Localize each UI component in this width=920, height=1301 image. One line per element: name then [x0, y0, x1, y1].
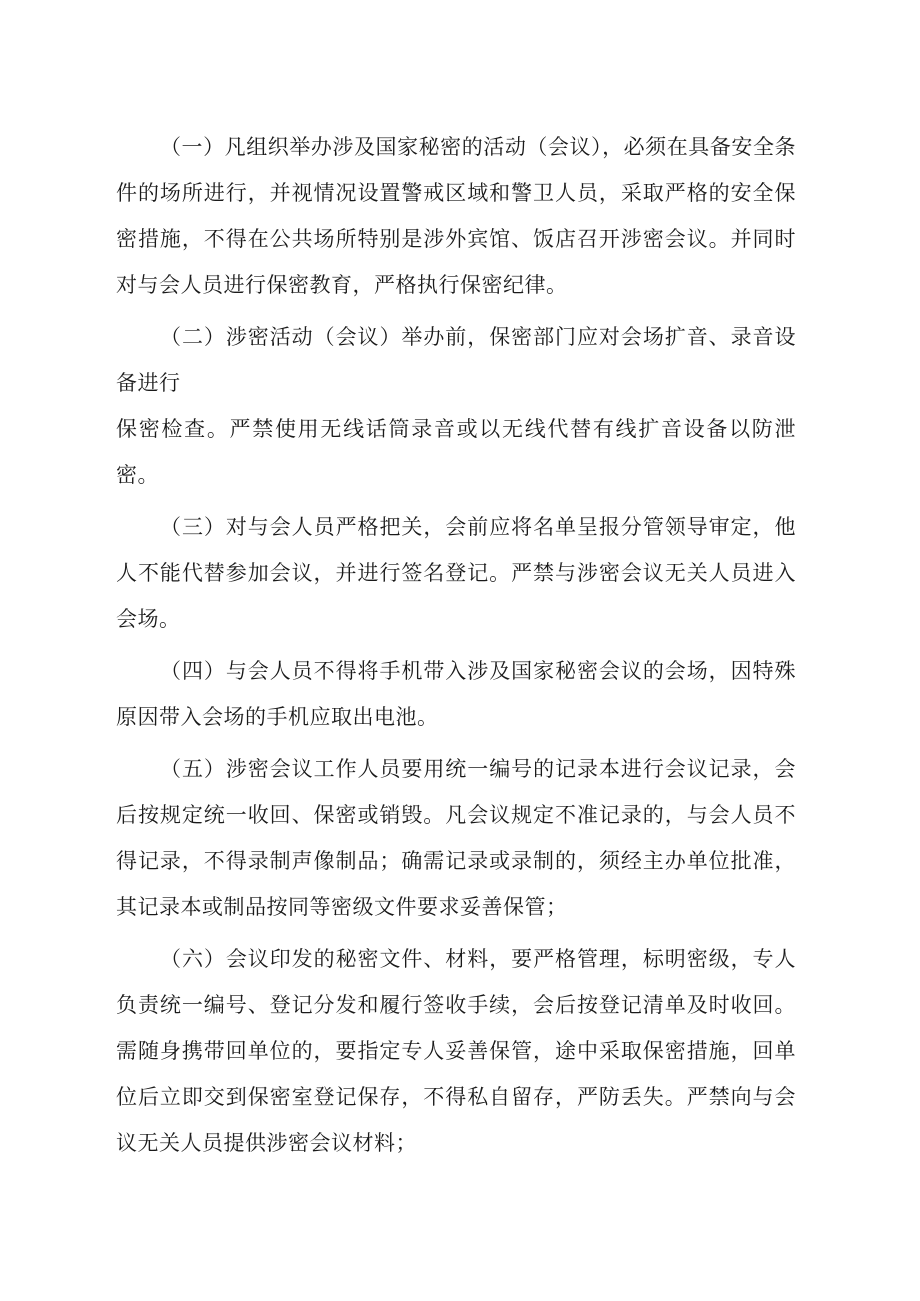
paragraph-6: （六）会议印发的秘密文件、材料，要严格管理，标明密级，专人负责统一编号、登记分发和履行签收手续，会后按登记清单及时收回。需随身携带回单位的，要指定专人妥善保管，途中采取保密措施，回单位后立即交到保密室登记保存，不得私自留存，严防丢失。严禁向与会议无关人员提供涉密会议材料； [116, 947, 796, 1155]
paragraph-2: （二）涉密活动（会议）举办前，保密部门应对会场扩音、录音设备进行 [116, 325, 796, 395]
document-body [116, 124, 796, 1172]
paragraph-3: （三）对与会人员严格把关，会前应将名单呈报分管领导审定，他人不能代替参加会议，并进行签名登记。严禁与涉密会议无关人员进入会场。 [116, 515, 796, 631]
paragraph-2-continued: 保密检查。严禁使用无线话筒录音或以无线代替有线扩音设备以防泄密。 [116, 417, 796, 487]
paragraph-5: （五）涉密会议工作人员要用统一编号的记录本进行会议记录，会后按规定统一收回、保密或销毁。凡会议规定不准记录的，与会人员不得记录，不得录制声像制品；确需记录或录制的，须经主办单位批准，其记录本或制品按同等密级文件要求妥善保管； [116, 757, 796, 919]
paragraph-1: （一）凡组织举办涉及国家秘密的活动（会议），必须在具备安全条件的场所进行，并视情况设置警戒区域和警卫人员，采取严格的安全保密措施，不得在公共场所特别是涉外宾馆、饭店召开涉密会议。并同时对与会人员进行保密教育，严格执行保密纪律。 [116, 135, 796, 297]
paragraph-4: （四）与会人员不得将手机带入涉及国家秘密会议的会场，因特殊原因带入会场的手机应取出电池。 [116, 659, 796, 729]
